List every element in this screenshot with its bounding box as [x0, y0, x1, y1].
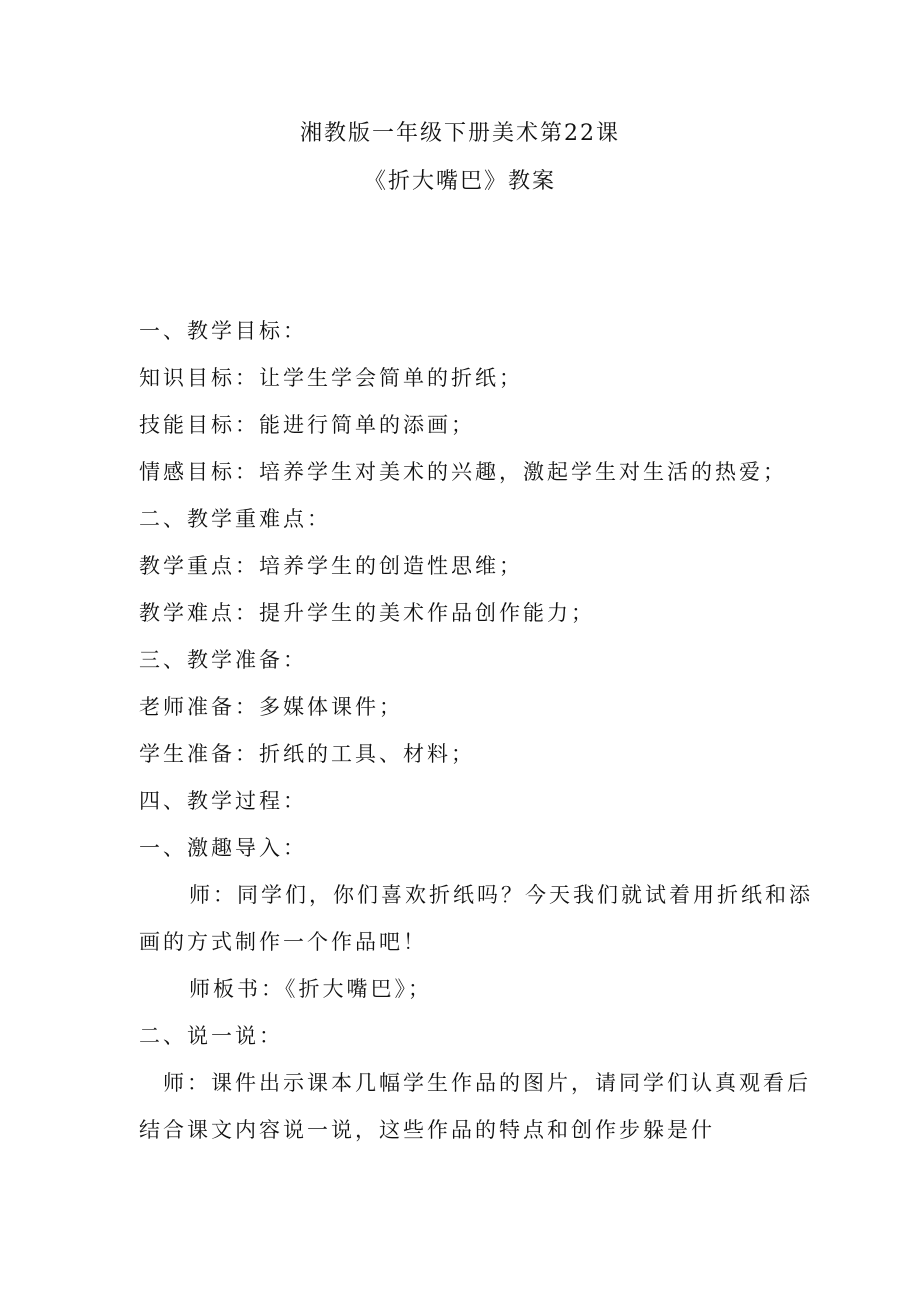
paragraph-student-preparation: 学生准备：折纸的工具、材料； [139, 742, 475, 766]
section-heading-key-points: 二、教学重难点： [139, 507, 331, 531]
paragraph-board-writing: 师板书：《折大嘴巴》； [189, 977, 432, 1001]
paragraph-knowledge-objective: 知识目标：让学生学会简单的折纸； [139, 366, 523, 390]
section-heading-process: 四、教学过程： [139, 789, 307, 813]
subsection-heading-intro: 一、激趣导入： [139, 836, 307, 860]
section-heading-objectives: 一、教学目标： [139, 319, 307, 343]
paragraph-teacher-preparation: 老师准备：多媒体课件； [139, 695, 403, 719]
document-title: 湘教版一年级下册美术第22课 [300, 121, 620, 146]
section-heading-preparation: 三、教学准备： [139, 648, 307, 672]
paragraph-emotion-objective: 情感目标：培养学生对美术的兴趣，激起学生对生活的热爱； [139, 460, 787, 484]
paragraph-discuss-line1: 师：课件出示课本几幅学生作品的图片，请同学们认真观看后 [163, 1071, 811, 1095]
paragraph-skill-objective: 技能目标：能进行简单的添画； [139, 413, 475, 437]
paragraph-key-point: 教学重点：培养学生的创造性思维； [139, 554, 523, 578]
paragraph-intro-line1: 师：同学们，你们喜欢折纸吗？今天我们就试着用折纸和添 [189, 883, 813, 907]
paragraph-difficult-point: 教学难点：提升学生的美术作品创作能力； [139, 601, 595, 625]
paragraph-intro-line2: 画的方式制作一个作品吧！ [139, 930, 427, 954]
paragraph-discuss-line2: 结合课文内容说一说，这些作品的特点和创作步躲是什 [139, 1118, 715, 1142]
document-body [139, 308, 813, 1154]
document-subtitle: 《折大嘴巴》教案 [363, 169, 556, 194]
subsection-heading-discuss: 二、说一说： [139, 1024, 283, 1048]
